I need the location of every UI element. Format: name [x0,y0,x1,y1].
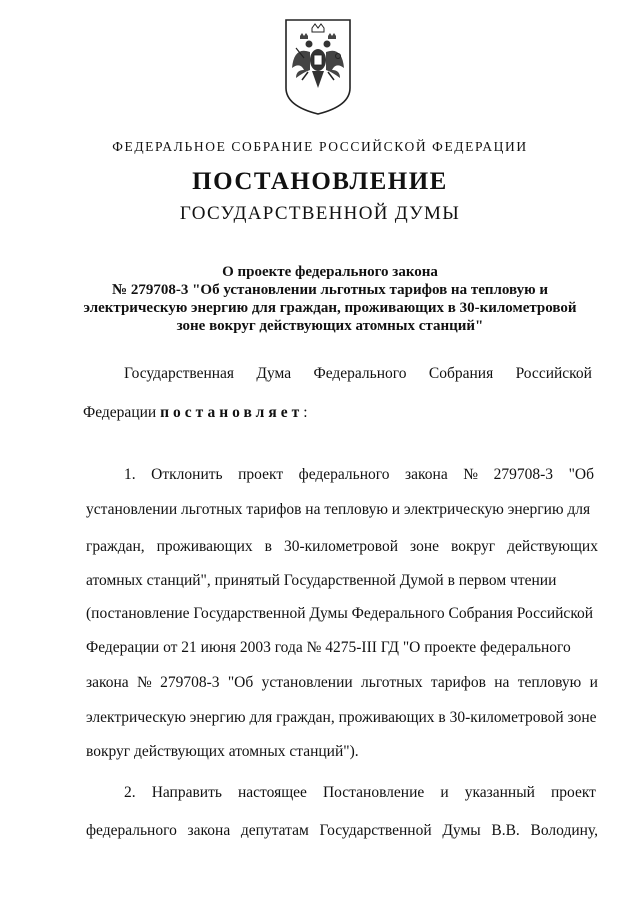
bill-heading-line: зоне вокруг действующих атомных станций" [176,318,484,334]
clause1-word: тарифов [430,674,486,691]
bill-heading-line: О проекте федерального закона [222,264,438,280]
clause2-line-2 [86,821,598,841]
clause2-word: настоящее [238,784,307,801]
bill-heading-line: № 279708-3 "Об установлении льготных тарифов на тепловую и [112,282,548,298]
clause2-word: и [440,784,449,801]
document-title: ПОСТАНОВЛЕНИЕ [192,168,448,195]
clause1-word: на [494,674,510,691]
clause1-word: тепловую [517,674,582,691]
clause1-word: "Об [227,674,254,691]
clause1-word: 1. [124,466,136,483]
clause1-word: закона [405,466,448,483]
clause1-word: Отклонить [151,466,223,483]
clause1-line-1 [124,465,594,485]
clause1-word: граждан, [86,538,145,555]
organization-name: ФЕДЕРАЛЬНОЕ СОБРАНИЕ РОССИЙСКОЙ ФЕДЕРАЦИИ [112,139,528,154]
clause1-word: действующих [507,538,598,555]
clause2-word: депутатам [240,822,309,839]
clause1-line-9: вокруг действующих атомных станций"). [86,743,359,760]
preamble-word: Федерального [313,365,407,382]
clause1-word: "Об [568,466,594,483]
clause2-word: 2. [124,784,136,801]
clause1-line-3 [86,537,598,557]
preamble-line-1 [124,364,592,384]
clause1-word: 279708-3 [160,674,220,691]
preamble-word: Государственная [124,365,235,382]
coat-of-arms-emblem [282,18,354,116]
clause1-word: 279708-3 [493,466,554,483]
clause2-word: В.В. [491,822,520,839]
bill-heading [60,263,600,335]
clause1-word: проживающих [156,538,253,555]
clause1-word: в [264,538,272,555]
preamble-resolves: постановляет [160,404,304,421]
clause2-word: Направить [151,784,222,801]
clause1-word: вокруг [451,538,496,555]
clause2-line-1 [124,783,596,803]
preamble-word: Российской [515,365,592,382]
clause1-line-6: Федерации от 21 июня 2003 года № 4275-III ГД "О проекте федерального [86,639,571,656]
bill-heading-line: электрическую энергию для граждан, проживающих в 30-километровой [83,300,577,316]
preamble-federation: Федерации [83,404,157,421]
clause1-word: 30-километровой [283,538,399,555]
clause1-word: № [463,466,479,483]
clause1-line-2: установлении льготных тарифов на тепловую и электрическую энергию для [86,501,591,518]
clause2-word: федерального [86,822,177,839]
clause1-line-5: (постановление Государственной Думы Федерального Собрания Российской [86,605,594,622]
preamble-word: Собрания [428,365,494,382]
preamble-word: Дума [256,365,292,382]
document-subtitle: ГОСУДАРСТВЕННОЙ ДУМЫ [179,203,461,224]
clause1-word: льготных [361,674,423,691]
preamble-line-2 [83,403,595,423]
clause1-line-7 [86,673,598,693]
clause1-word: закона [86,674,129,691]
clause1-word: и [589,674,598,691]
clause1-line-8: электрическую энергию для граждан, проживающих в 30-километровой зоне [86,709,597,726]
clause2-word: Государственной [319,822,432,839]
clause1-word: федерального [298,466,390,483]
clause2-word: Постановление [322,784,425,801]
preamble-colon: : [303,404,308,421]
clause2-word: Володину, [530,822,598,839]
clause2-word: закона [187,822,231,839]
clause2-word: проект [550,784,596,801]
clause1-word: № [136,674,152,691]
clause1-word: зоне [410,538,439,555]
clause2-word: Думы [442,822,481,839]
clause1-word: установлении [261,674,353,691]
clause1-line-4: атомных станций", принятый Государственной Думой в первом чтении [86,572,557,589]
clause2-word: указанный [464,784,535,801]
clause1-word: проект [238,466,284,483]
